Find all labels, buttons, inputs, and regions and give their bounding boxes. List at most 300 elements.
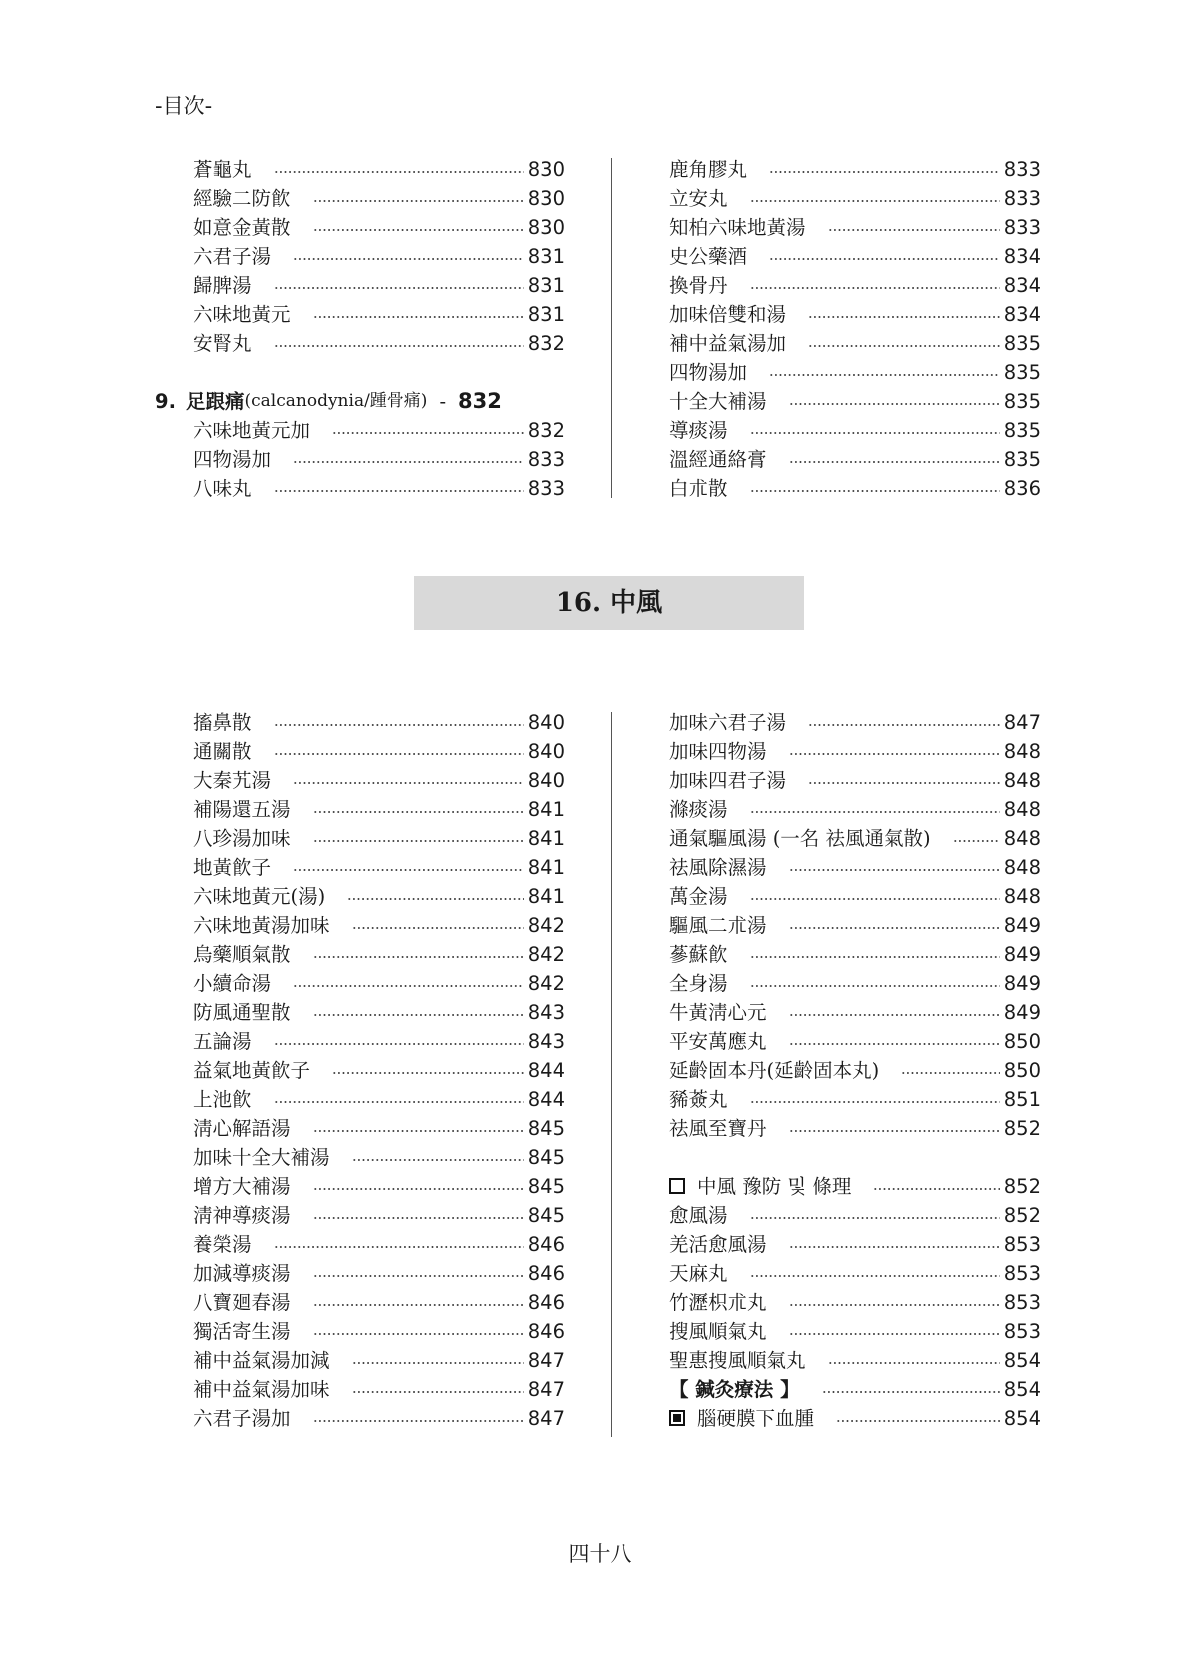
toc-entry[interactable] [631, 1085, 1041, 1114]
entry-title [155, 1085, 252, 1114]
toc-entry[interactable] [631, 708, 1041, 737]
leader-dots [828, 1346, 1000, 1375]
entry-title [631, 1346, 806, 1375]
entry-title-text: 祛風除濕湯 [669, 856, 767, 879]
entry-title-text: 滌痰湯 [669, 798, 728, 821]
entry-title [631, 766, 786, 795]
entry-title [631, 940, 728, 969]
entry-title-text: 益氣地黃飮子 [193, 1059, 311, 1082]
entry-page: 831 [527, 303, 565, 326]
entry-title [631, 1404, 814, 1433]
entry-title [631, 1317, 767, 1346]
toc-entry[interactable] [631, 329, 1041, 358]
entry-title [155, 1317, 291, 1346]
entry-title [155, 1375, 330, 1404]
entry-title [155, 766, 271, 795]
entry-title-text: 六味地黃元(湯) [193, 885, 326, 908]
entry-title [631, 213, 806, 242]
toc-entry[interactable] [155, 184, 565, 213]
entry-title-text: 牛黃淸心元 [669, 1001, 767, 1024]
toc-entry[interactable] [631, 213, 1041, 242]
column-divider-top [611, 158, 612, 498]
toc-bottom-left [155, 708, 565, 1433]
toc-entry[interactable] [631, 1027, 1041, 1056]
entry-page: 845 [527, 1204, 565, 1227]
leader-dots [332, 416, 524, 445]
entry-title [155, 824, 291, 853]
entry-title [155, 1404, 291, 1433]
entry-title-text: 八珍湯加味 [193, 827, 291, 850]
entry-title [631, 1230, 767, 1259]
entry-page: 835 [1003, 419, 1041, 442]
entry-title-text: 延齡固本丹(延齡固本丸) [669, 1059, 880, 1082]
leader-dots [313, 824, 524, 853]
entry-title-text: 加味六君子湯 [669, 711, 787, 734]
toc-entry[interactable] [631, 969, 1041, 998]
leader-dots [789, 1230, 1000, 1259]
toc-entry[interactable] [155, 998, 565, 1027]
page-header: -目次- [155, 94, 213, 118]
entry-page: 849 [1003, 1001, 1041, 1024]
entry-page: 847 [527, 1378, 565, 1401]
entry-page: 834 [1003, 303, 1041, 326]
toc-entry[interactable] [155, 824, 565, 853]
entry-title [155, 1288, 291, 1317]
entry-title [631, 1172, 851, 1201]
entry-page: 841 [527, 856, 565, 879]
entry-page: 852 [1003, 1175, 1041, 1198]
entry-page: 848 [1003, 885, 1041, 908]
toc-entry[interactable] [631, 1346, 1041, 1375]
toc-entry[interactable] [155, 1143, 565, 1172]
leader-dots [274, 474, 524, 503]
entry-title [631, 795, 728, 824]
entry-title-text: 聖惠搜風順氣丸 [669, 1349, 806, 1372]
leader-dots [750, 940, 1000, 969]
leader-dots [313, 1288, 524, 1317]
leader-dots [274, 271, 524, 300]
entry-page: 834 [1003, 245, 1041, 268]
toc-entry[interactable] [631, 1259, 1041, 1288]
entry-title [155, 940, 291, 969]
entry-page: 842 [527, 943, 565, 966]
leader-dots [789, 853, 1000, 882]
entry-title [155, 300, 291, 329]
entry-title [155, 445, 271, 474]
entry-title-text: 四物湯加 [193, 448, 272, 471]
leader-dots [293, 242, 524, 271]
leader-dots [789, 387, 1000, 416]
toc-top-right [631, 155, 1041, 503]
toc-entry[interactable] [631, 824, 1041, 853]
toc-entry[interactable] [631, 242, 1041, 271]
column-divider-bottom [611, 712, 612, 1437]
entry-title [631, 882, 728, 911]
entry-title-text: 【 鍼灸療法 】 [669, 1378, 800, 1401]
leader-dots [274, 1027, 524, 1056]
leader-dots [828, 213, 1000, 242]
leader-dots [274, 708, 524, 737]
leader-dots [750, 1259, 1000, 1288]
leader-dots [789, 1114, 1000, 1143]
leader-dots [347, 882, 524, 911]
toc-entry[interactable] [631, 474, 1041, 503]
entry-title-text: 加減導痰湯 [193, 1262, 291, 1285]
leader-dots [293, 766, 524, 795]
entry-title-text: 四物湯加 [669, 361, 748, 384]
entry-title-text: 五論湯 [193, 1030, 252, 1053]
toc-entry[interactable] [155, 1404, 565, 1433]
toc-entry[interactable] [631, 882, 1041, 911]
entry-page: 846 [527, 1291, 565, 1314]
leader-dots [274, 1085, 524, 1114]
entry-title-text: 立安丸 [669, 187, 728, 210]
entry-page: 849 [1003, 914, 1041, 937]
entry-title [631, 853, 767, 882]
leader-dots [313, 1114, 524, 1143]
chapter-title: 16. 中風 [414, 576, 804, 630]
toc-entry[interactable] [155, 882, 565, 911]
toc-entry[interactable] [155, 300, 565, 329]
entry-title-text: 搜風順氣丸 [669, 1320, 767, 1343]
toc-entry[interactable] [631, 737, 1041, 766]
toc-entry[interactable] [155, 416, 565, 445]
entry-page: 848 [1003, 740, 1041, 763]
toc-entry[interactable] [155, 1172, 565, 1201]
entry-title-text: 獨活寄生湯 [193, 1320, 291, 1343]
entry-title-text: 導痰湯 [669, 419, 728, 442]
leader-dots [808, 708, 1000, 737]
entry-page: 848 [1003, 856, 1041, 879]
leader-dots [313, 795, 524, 824]
toc-entry[interactable] [631, 853, 1041, 882]
entry-title [631, 445, 767, 474]
toc-entry[interactable] [155, 1346, 565, 1375]
entry-page: 844 [527, 1059, 565, 1082]
toc-entry[interactable] [155, 271, 565, 300]
entry-title-text: 六味地黃湯加味 [193, 914, 330, 937]
entry-page: 832 [527, 419, 565, 442]
toc-entry[interactable] [155, 1056, 565, 1085]
toc-entry[interactable] [631, 387, 1041, 416]
toc-entry[interactable] [155, 1114, 565, 1143]
section-page: 832 [458, 389, 502, 413]
entry-title-text: 平安萬應丸 [669, 1030, 767, 1053]
entry-page: 842 [527, 914, 565, 937]
toc-entry[interactable] [155, 155, 565, 184]
toc-entry[interactable] [155, 1085, 565, 1114]
entry-title-text: 愈風湯 [669, 1204, 728, 1227]
entry-title-text: 補中益氣湯加味 [193, 1378, 330, 1401]
leader-dots [750, 1085, 1000, 1114]
entry-page: 834 [1003, 274, 1041, 297]
leader-dots [789, 998, 1000, 1027]
toc-entry[interactable] [155, 1317, 565, 1346]
leader-dots [808, 329, 1000, 358]
entry-page: 848 [1003, 827, 1041, 850]
entry-title [631, 1027, 767, 1056]
entry-page: 833 [527, 477, 565, 500]
entry-title [631, 824, 931, 853]
toc-entry[interactable] [631, 1317, 1041, 1346]
entry-page: 833 [1003, 158, 1041, 181]
entry-title [155, 416, 310, 445]
toc-entry[interactable] [631, 911, 1041, 940]
toc-entry[interactable] [631, 445, 1041, 474]
toc-entry[interactable] [155, 969, 565, 998]
entry-title [155, 1027, 252, 1056]
toc-entry[interactable] [155, 1288, 565, 1317]
entry-page: 845 [527, 1117, 565, 1140]
entry-page: 852 [1003, 1117, 1041, 1140]
entry-title-text: 八味丸 [193, 477, 252, 500]
entry-title [155, 1143, 330, 1172]
page-number: 四十八 [568, 1542, 632, 1566]
toc-entry[interactable] [631, 416, 1041, 445]
entry-page: 854 [1003, 1407, 1041, 1430]
toc-entry[interactable] [155, 853, 565, 882]
entry-page: 846 [527, 1320, 565, 1343]
entry-title-text: 腦硬膜下血腫 [697, 1407, 815, 1430]
toc-entry[interactable] [631, 1230, 1041, 1259]
leader-dots [750, 795, 1000, 824]
toc-entry[interactable] [631, 1201, 1041, 1230]
entry-page: 833 [527, 448, 565, 471]
entry-title [155, 1259, 291, 1288]
toc-top-left [155, 155, 565, 503]
leader-dots [769, 358, 1000, 387]
entry-title [631, 242, 747, 271]
entry-title-text: 豨薟丸 [669, 1088, 728, 1111]
entry-page: 840 [527, 769, 565, 792]
toc-entry[interactable] [631, 300, 1041, 329]
entry-title [155, 708, 252, 737]
toc-bottom-right [631, 708, 1041, 1433]
toc-entry[interactable] [155, 940, 565, 969]
entry-title-text: 六君子湯 [193, 245, 272, 268]
leader-dots [274, 1230, 524, 1259]
leader-dots [808, 300, 1000, 329]
entry-page: 844 [527, 1088, 565, 1111]
entry-title-text: 烏藥順氣散 [193, 943, 291, 966]
entry-page: 845 [527, 1146, 565, 1169]
entry-page: 841 [527, 798, 565, 821]
toc-entry[interactable] [631, 1375, 1041, 1404]
leader-dots [953, 824, 1000, 853]
section-note: (calcanodynia/踵骨痛) [244, 391, 428, 411]
leader-dots [313, 1317, 524, 1346]
entry-title-text: 八寶廻春湯 [193, 1291, 291, 1314]
entry-page: 842 [527, 972, 565, 995]
leader-dots [901, 1056, 1000, 1085]
entry-title [631, 1259, 728, 1288]
entry-title-text: 加味十全大補湯 [193, 1146, 330, 1169]
toc-section-heading[interactable] [155, 387, 565, 416]
toc-entry[interactable] [155, 474, 565, 503]
entry-page: 830 [527, 158, 565, 181]
filled-square-icon [669, 1410, 685, 1426]
entry-title [155, 242, 271, 271]
entry-page: 846 [527, 1262, 565, 1285]
leader-dots [750, 416, 1000, 445]
entry-title-text: 鹿角膠丸 [669, 158, 748, 181]
entry-title [155, 155, 252, 184]
entry-page: 846 [527, 1233, 565, 1256]
leader-dots [789, 911, 1000, 940]
leader-dots [789, 737, 1000, 766]
leader-dots [332, 1056, 524, 1085]
entry-page: 840 [527, 711, 565, 734]
entry-title-text: 淸心解語湯 [193, 1117, 291, 1140]
leader-dots [750, 969, 1000, 998]
toc-entry[interactable] [631, 184, 1041, 213]
entry-page: 845 [527, 1175, 565, 1198]
leader-dots [750, 1201, 1000, 1230]
toc-entry[interactable] [155, 1259, 565, 1288]
toc-entry[interactable] [155, 1201, 565, 1230]
leader-dots [808, 766, 1000, 795]
toc-entry[interactable] [155, 766, 565, 795]
entry-title [155, 1201, 291, 1230]
entry-page: 854 [1003, 1378, 1041, 1401]
entry-title-text: 十全大補湯 [669, 390, 767, 413]
entry-title-text: 蔘蘇飮 [669, 943, 728, 966]
entry-page: 849 [1003, 943, 1041, 966]
entry-page: 848 [1003, 798, 1041, 821]
section-title: 足跟痛 [185, 390, 245, 413]
toc-entry[interactable] [155, 708, 565, 737]
entry-title-text: 經驗二防飮 [193, 187, 291, 210]
toc-entry[interactable] [631, 998, 1041, 1027]
toc-entry[interactable] [155, 1375, 565, 1404]
entry-page: 852 [1003, 1204, 1041, 1227]
toc-entry[interactable] [155, 1230, 565, 1259]
entry-title-text: 白朮散 [669, 477, 728, 500]
section-dash: - [439, 390, 447, 413]
toc-entry[interactable] [155, 242, 565, 271]
square-icon [669, 1178, 685, 1194]
leader-dots [293, 853, 524, 882]
entry-page: 831 [527, 274, 565, 297]
entry-page: 841 [527, 885, 565, 908]
entry-title-text: 加味四君子湯 [669, 769, 787, 792]
entry-title-text: 淸神導痰湯 [193, 1204, 291, 1227]
toc-entry[interactable] [631, 1404, 1041, 1433]
entry-page: 835 [1003, 390, 1041, 413]
leader-dots [313, 1172, 524, 1201]
entry-title [155, 737, 252, 766]
entry-page: 850 [1003, 1030, 1041, 1053]
toc-entry[interactable] [631, 1056, 1041, 1085]
entry-title [631, 300, 786, 329]
toc-entry[interactable] [155, 911, 565, 940]
toc-entry[interactable] [155, 795, 565, 824]
leader-dots [789, 1288, 1000, 1317]
leader-dots [836, 1404, 1000, 1433]
entry-title-text: 增方大補湯 [193, 1175, 291, 1198]
entry-title-text: 通關散 [193, 740, 252, 763]
leader-dots [789, 445, 1000, 474]
entry-title [631, 1056, 879, 1085]
entry-title [631, 1201, 728, 1230]
entry-title [631, 358, 747, 387]
toc-entry[interactable] [155, 213, 565, 242]
entry-title-text: 六味地黃元加 [193, 419, 311, 442]
toc-entry[interactable] [631, 795, 1041, 824]
entry-title [631, 708, 786, 737]
entry-page: 833 [1003, 187, 1041, 210]
toc-entry[interactable] [155, 329, 565, 358]
toc-entry[interactable] [155, 445, 565, 474]
entry-title [155, 271, 252, 300]
entry-title-text: 補中益氣湯加減 [193, 1349, 330, 1372]
toc-entry[interactable] [155, 737, 565, 766]
entry-title-text: 小續命湯 [193, 972, 272, 995]
entry-title-text: 養榮湯 [193, 1233, 252, 1256]
entry-page: 847 [527, 1407, 565, 1430]
entry-title-text: 歸脾湯 [193, 274, 252, 297]
leader-dots [789, 1027, 1000, 1056]
entry-title [155, 795, 291, 824]
entry-page: 848 [1003, 769, 1041, 792]
leader-dots [313, 1201, 524, 1230]
entry-title-text: 補中益氣湯加 [669, 332, 787, 355]
leader-dots [274, 329, 524, 358]
leader-dots [293, 445, 524, 474]
toc-entry[interactable] [631, 940, 1041, 969]
entry-title [155, 1114, 291, 1143]
toc-entry[interactable] [631, 1172, 1041, 1201]
leader-dots [313, 1259, 524, 1288]
toc-entry[interactable] [631, 155, 1041, 184]
entry-page: 847 [527, 1349, 565, 1372]
entry-page: 847 [1003, 711, 1041, 734]
entry-page: 849 [1003, 972, 1041, 995]
leader-dots [313, 998, 524, 1027]
entry-page: 854 [1003, 1349, 1041, 1372]
entry-page: 840 [527, 740, 565, 763]
entry-title [155, 474, 252, 503]
entry-title [631, 329, 786, 358]
entry-title [631, 1085, 728, 1114]
entry-title [631, 1288, 767, 1317]
entry-page: 853 [1003, 1233, 1041, 1256]
entry-title-text: 知柏六味地黃湯 [669, 216, 806, 239]
toc-entry[interactable] [631, 271, 1041, 300]
entry-title [155, 853, 271, 882]
entry-title-text: 如意金黃散 [193, 216, 291, 239]
entry-page: 830 [527, 187, 565, 210]
entry-page: 831 [527, 245, 565, 268]
toc-entry[interactable] [631, 358, 1041, 387]
entry-title-text: 蒼龜丸 [193, 158, 252, 181]
entry-title-text: 全身湯 [669, 972, 728, 995]
entry-page: 830 [527, 216, 565, 239]
entry-title [155, 213, 291, 242]
leader-dots [313, 940, 524, 969]
entry-page: 841 [527, 827, 565, 850]
toc-entry[interactable] [631, 1114, 1041, 1143]
entry-title-text: 中風 豫防 및 條理 [697, 1175, 852, 1198]
entry-title [155, 1056, 310, 1085]
entry-title-text: 羌活愈風湯 [669, 1233, 767, 1256]
toc-entry[interactable] [155, 1027, 565, 1056]
entry-title-text: 六味地黃元 [193, 303, 291, 326]
entry-title [631, 474, 728, 503]
toc-entry[interactable] [631, 1288, 1041, 1317]
toc-entry[interactable] [631, 766, 1041, 795]
leader-dots [352, 1375, 524, 1404]
